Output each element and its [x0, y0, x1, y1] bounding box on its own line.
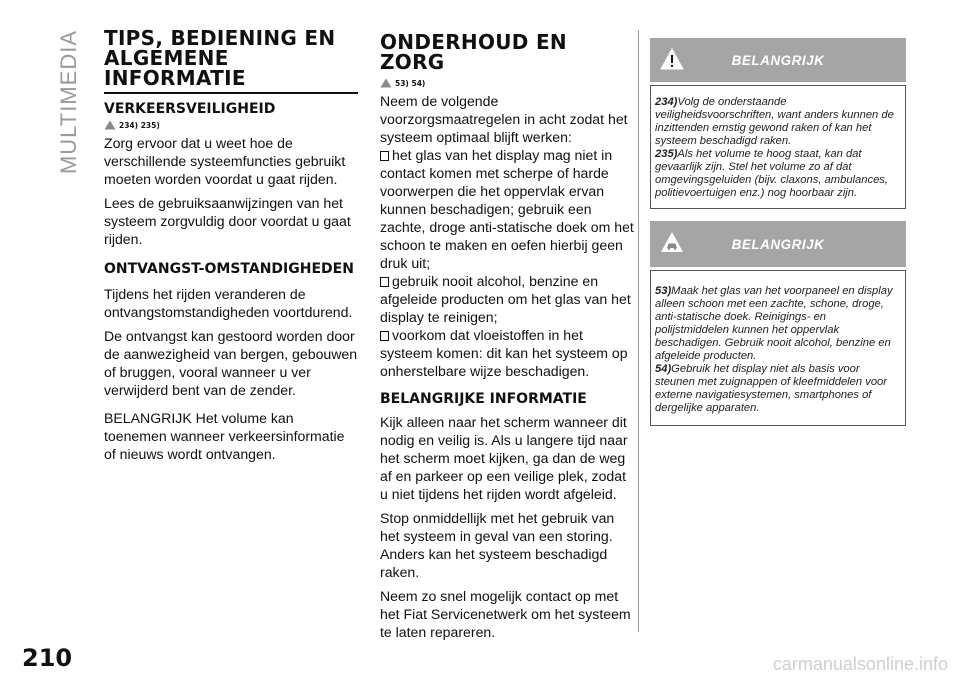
notice-item — [655, 363, 897, 415]
bullet-item — [380, 272, 635, 326]
paragraph: Kijk alleen naar het scherm wanneer dit nodig en veilig is. Als u langere tijd naar het scherm moet kijken, ga dan de weg af en parkeer op een veilige plek, zodat u niet tijdens het rijden wordt afgeleid. — [380, 414, 628, 502]
notice-item — [655, 285, 897, 363]
column-divider — [638, 30, 639, 632]
page-number: 210 — [22, 644, 73, 672]
intro-paragraph: Neem de volgende voorzorgsmaatregelen in acht zodat het systeem optimaal blijft werken: — [380, 93, 628, 145]
notice-text: Als het volume te hoog staat, kan dat gevaarlijk zijn. Stel het volume zo af dat omgevingsgeluiden (bijv. claxons, ambulances, politievoertuigen enz.) nog hoorbaar zijn. — [655, 148, 888, 199]
warning-mini-icon — [104, 120, 116, 130]
notice-title: BELANGRIJK — [731, 236, 825, 252]
reference-numbers: 53) 54) — [395, 78, 426, 88]
bullet-text: het glas van het display mag niet in contact komen met scherpe of harde voorwerpen die het oppervlak ervan kunnen beschadigen; gebruik een zachte, droge anti-statische doek om het schoon te maken en oefen hierbij geen druk uit; — [380, 147, 634, 271]
bullet-box-icon — [380, 331, 389, 341]
notice-ref: 54) — [655, 363, 672, 375]
paragraph: BELANGRIJK Het volume kan toenemen wanneer verkeersinformatie of nieuws wordt ontvangen. — [104, 410, 345, 462]
notice-header — [650, 221, 906, 267]
notice-header — [650, 38, 906, 82]
paragraph: Tijdens het rijden veranderen de ontvangstomstandigheden voortdurend. — [104, 286, 353, 320]
bullet-box-icon — [380, 277, 389, 287]
page-title: TIPS, BEDIENING EN ALGEMENE INFORMATIE — [104, 26, 336, 90]
notice-text: Gebruik het display niet als basis voor steunen met zuignappen of kleefmiddelen voor externe navigatiesystemen, smartphones of dergelijke apparaten. — [655, 363, 887, 414]
notice-title: BELANGRIJK — [731, 52, 825, 68]
bullet-text: gebruik nooit alcohol, benzine en afgeleide producten om het glas van het display te reinigen; — [380, 273, 631, 325]
notice-ref: 53) — [655, 285, 672, 297]
bullet-item — [380, 326, 635, 380]
heading-belangrijke-informatie: BELANGRIJKE INFORMATIE — [380, 391, 587, 407]
paragraph: Neem zo snel mogelijk contact op met het Fiat Servicenetwerk om het systeem te laten repareren. — [380, 588, 631, 640]
paragraph: Stop onmiddellijk met het gebruik van het systeem in geval van een storing. Anders kan het systeem beschadigd raken. — [380, 510, 615, 580]
car-mini-icon — [380, 78, 392, 88]
notice-ref: 234) — [655, 96, 678, 108]
bullet-item — [380, 146, 635, 272]
car-warning-icon — [660, 231, 684, 253]
column-1 — [104, 28, 358, 469]
notice-box-care — [650, 221, 906, 426]
title-rule — [104, 92, 358, 94]
notice-ref: 235) — [655, 148, 678, 160]
reference-numbers: 234) 235) — [119, 120, 160, 130]
notice-body — [650, 85, 906, 209]
warning-triangle-icon — [660, 48, 684, 70]
bullet-box-icon — [380, 151, 389, 161]
reference-marker — [380, 78, 635, 88]
section-side-tab: MULTIMEDIA — [56, 30, 81, 175]
bullet-text: voorkom dat vloeistoffen in het systeem komen: dit kan het systeem op onherstelbare wijze beschadigen. — [380, 327, 628, 379]
heading-ontvangst: ONTVANGST-OMSTANDIGHEDEN — [104, 261, 354, 277]
section-title: ONDERHOUD EN ZORG — [380, 30, 567, 74]
paragraph: Lees de gebruiksaanwijzingen van het systeem zorgvuldig door voordat u gaat rijden. — [104, 195, 351, 247]
notice-box-safety — [650, 38, 906, 209]
reference-marker — [104, 120, 358, 130]
notice-item — [655, 148, 897, 200]
notice-text: Volg de onderstaande veiligheidsvoorschriften, want anders kunnen de inzittenden ernstig gewond raken of kan het systeem beschadigd raken. — [655, 96, 894, 147]
paragraph: De ontvangst kan gestoord worden door de aanwezigheid van bergen, gebouwen of bruggen, vooral wanneer u ver verwijderd bent van de zender. — [104, 328, 358, 398]
notice-text: Maak het glas van het voorpaneel en display alleen schoon met een zachte, schone, droge, anti-statische doek. Reinigings- en polijstmiddelen kunnen het oppervlak beschadigen. Gebruik nooit alcohol, benzine en afgeleide producten. — [655, 285, 893, 362]
column-3 — [650, 38, 906, 426]
watermark: carmanualsonline.info — [772, 654, 948, 674]
paragraph: Zorg ervoor dat u weet hoe de verschillende systeemfuncties gebruikt moeten worden voordat u gaat rijden. — [104, 135, 346, 187]
column-2 — [380, 28, 635, 647]
heading-verkeersveiligheid: VERKEERSVEILIGHEID — [104, 101, 276, 117]
notice-body — [650, 270, 906, 426]
notice-item — [655, 96, 897, 148]
